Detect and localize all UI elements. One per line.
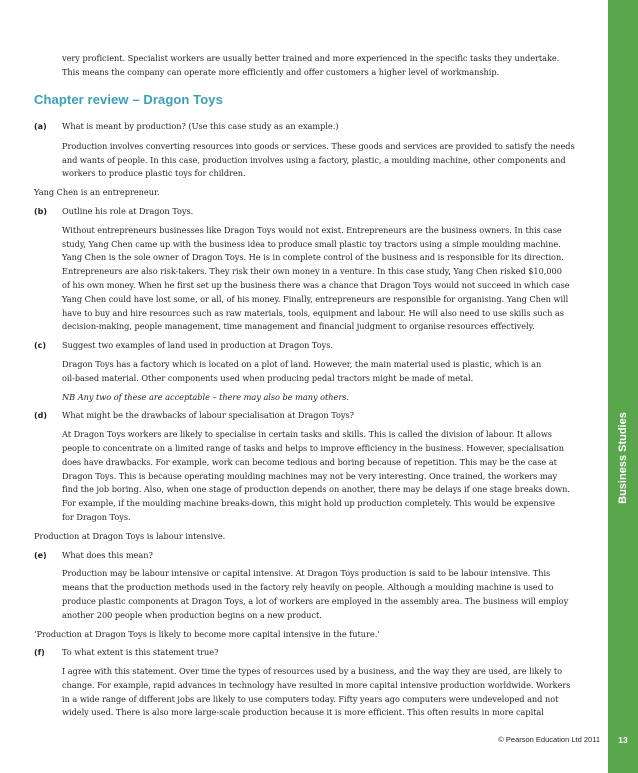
answer-a <box>34 140 594 181</box>
answer-line: At Dragon Toys workers are likely to specialise in certain tasks and skills. This is called the division of labour. It allows <box>62 429 552 440</box>
answer-line: for Dragon Toys. <box>62 511 131 522</box>
questions <box>34 120 594 720</box>
question-text: To what extent is this statement true? <box>62 647 219 658</box>
answer-line: I agree with this statement. Over time the types of resources used by a business, and the way they are used, are likely to <box>62 666 562 677</box>
question-text: What does this mean? <box>62 549 153 560</box>
statement: Production at Dragon Toys is labour intensive. <box>34 530 226 541</box>
question-text: What is meant by production? (Use this case study as an example.) <box>62 121 339 131</box>
side-tab <box>608 0 638 773</box>
question-a <box>34 120 594 134</box>
answer-line: widely used. There is also more large-scale production because it is more efficient. This often results in more capital <box>62 707 544 718</box>
question-text: Suggest two examples of land used in production at Dragon Toys. <box>62 340 333 351</box>
page-number: 13 <box>618 735 628 745</box>
answer-b <box>34 224 594 334</box>
answer-line: find the job boring. Also, when one stage of production depends on another, there may be delays if one stage breaks down. <box>62 484 570 495</box>
answer-line: decision-making, people management, time management and financial judgment to organise resources effectively. <box>62 321 535 332</box>
answer-line: Entrepreneurs are also risk-takers. They risk their own money in a venture. In this case study, Yang Chen risked $10,000 <box>62 266 562 277</box>
answer-d <box>34 428 594 525</box>
question-label: (a) <box>34 122 47 131</box>
answer-line: produce plastic components at Dragon Toys, a lot of workers are employed in the assembly area. The business will employ <box>62 595 569 606</box>
question-text: What might be the drawbacks of labour specialisation at Dragon Toys? <box>62 410 355 421</box>
answer-line: change. For example, rapid advances in technology have resulted in more capital intensive production worldwide. Workers <box>62 679 571 690</box>
answer-line: people to concentrate on a limited range of tasks and helps to improve efficiency in the business. However, specialisation <box>62 442 564 453</box>
answer-line: another 200 people when production begins on a new product. <box>62 609 322 620</box>
note: NB Any two of these are acceptable – there may also be many others. <box>62 391 349 402</box>
intro-line: very proficient. Specialist workers are usually better trained and more experienced in the specific tasks they undertake. <box>62 53 560 63</box>
answer-line: For example, if the moulding machine breaks-down, this might hold up production completely. This would be expensive <box>62 498 555 509</box>
answer-line: Production involves converting resources into goods or services. These goods and services are provided to satisfy the needs <box>62 140 575 151</box>
question-label: (d) <box>34 411 47 421</box>
question-f <box>34 646 594 660</box>
answer-line: Dragon Toys has a factory which is located on a plot of land. However, the main material used is plastic, which is an <box>62 358 542 369</box>
side-label <box>608 398 638 518</box>
answer-c <box>34 358 594 404</box>
intro-line: This means the company can operate more efficiently and offer customers a higher level of workmanship. <box>62 66 500 77</box>
answer-line: have to buy and hire resources such as raw materials, tools, equipment and labour. He will also need to use skills such as <box>62 307 564 318</box>
answer-line: of his own money. When he first set up the business there was a chance that Dragon Toys would not succeed in which case <box>62 279 570 290</box>
question-d <box>34 409 594 423</box>
answer-line: workers to produce plastic toys for children. <box>62 168 246 179</box>
question-c <box>34 339 594 353</box>
question-label: (f) <box>34 648 45 658</box>
answer-line: Production may be labour intensive or capital intensive. At Dragon Toys production is said to be labour intensive. This <box>62 568 551 579</box>
answer-line: in a wide range of different jobs are likely to use computers today. Fifty years ago computers were undeveloped and not <box>62 693 559 704</box>
copyright-footer: © Pearson Education Ltd 2011 <box>498 735 600 744</box>
answer-line: study, Yang Chen came up with the business idea to produce small plastic toy tractors using a simple moulding machine. <box>62 238 561 249</box>
answer-line: Dragon Toys. This is because operating moulding machines may not be very interesting. Once trained, the workers may <box>62 470 558 481</box>
question-text: Outline his role at Dragon Toys. <box>62 205 194 216</box>
answer-line: Yang Chen is the sole owner of Dragon Toys. He is in complete control of the business and is responsible for its direction. <box>62 252 564 263</box>
answer-e <box>34 567 594 622</box>
answer-line: Without entrepreneurs businesses like Dragon Toys would not exist. Entrepreneurs are the business owners. In this case <box>62 224 562 235</box>
answer-line: Yang Chen could have lost some, or all, of his money. Finally, entrepreneurs are responsible for organising. Yang Chen will <box>62 293 569 304</box>
question-label: (b) <box>34 206 47 216</box>
question-e <box>34 549 594 563</box>
statement: Yang Chen is an entrepreneur. <box>34 187 160 198</box>
answer-line: oil-based material. Other components used when producing pedal tractors might be made of metal. <box>62 372 474 383</box>
question-label: (c) <box>34 341 46 351</box>
chapter-title: Chapter review – Dragon Toys <box>34 92 223 107</box>
question-label: (e) <box>34 550 47 560</box>
answer-line: and wants of people. In this case, production involves using a factory, plastic, a moulding machine, other components and <box>62 154 566 165</box>
answer-line: means that the production methods used in the factory rely heavily on people. Although a moulding machine is used to <box>62 582 554 593</box>
intro-paragraph <box>34 52 594 80</box>
question-b <box>34 205 594 219</box>
statement: ‘Production at Dragon Toys is likely to become more capital intensive in the future.’ <box>34 628 380 639</box>
side-label-text: Business Studies <box>617 412 629 504</box>
answer-line: does have drawbacks. For example, work can become tedious and boring because of repetition. This may be the case at <box>62 456 557 467</box>
answer-f <box>34 665 594 720</box>
